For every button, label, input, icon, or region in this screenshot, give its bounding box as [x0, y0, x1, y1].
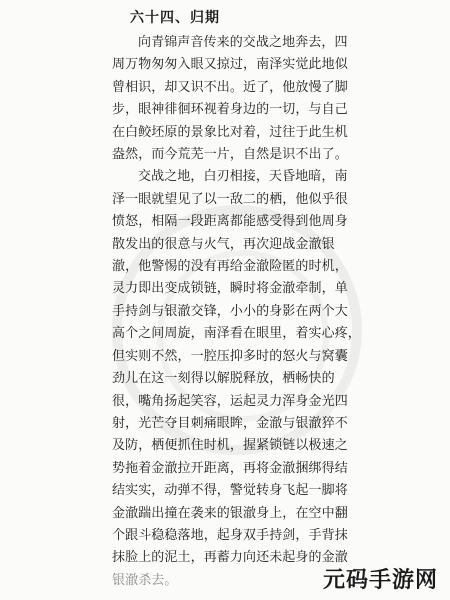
text-line: 劲儿在这一刻得以解脱释放，栖畅快的 [112, 371, 335, 387]
text-line: 周万物匆匆入眼又掠过，南泽实觉此地似 [112, 57, 348, 73]
text-line: 手持剑与银澈交锋，小小的身影在两个大 [112, 303, 348, 319]
text-line: 结实实，动弹不得，警觉转身飞起一脚将 [112, 483, 348, 499]
chapter-title: 六十四、归期 [130, 10, 220, 26]
text-line: 在白鲛坯原的景象比对着，过往于此生机 [112, 124, 348, 140]
text-line: 金澈踹出撞在袭来的银澈身上，在空中翻 [112, 505, 348, 521]
text-line: 泽一眼就望见了以一敌二的栖，他似乎很 [112, 191, 348, 207]
text-block [112, 8, 361, 592]
text-line: 盎然，而今荒芜一片，自然是识不出了。 [112, 147, 348, 163]
text-line: 灵力即出变成锁链，瞬时将金澈牵制，单 [112, 281, 348, 297]
watermark-logo: 元码手游网 [322, 568, 438, 593]
paragraph-1 [112, 32, 354, 166]
text-line: 高个之间周旋，南泽看在眼里，着实心疼， [112, 326, 361, 342]
paragraph-2 [112, 166, 361, 592]
text-line: 澈，他警惕的没有再给金澈险匿的时机， [112, 259, 348, 275]
text-line: 很，嘴角扬起笑容，运起灵力浑身金光四 [112, 393, 348, 409]
text-line: 向青锦声音传来的交战之地奔去，四 [138, 35, 348, 50]
text-line: 及防，栖便抓住时机，握紧锁链以极速之 [112, 438, 348, 454]
text-line: 抹脸上的泥土，再蓄力向还未起身的金澈 [112, 550, 348, 566]
text-line: 步，眼神徘徊环视着身边的一切，与自己 [112, 102, 348, 118]
text-line: 交战之地，白刃相接，天昏地暗，南 [138, 169, 348, 185]
text-line: 散发出的很意与火气，再次迎战金澈银 [112, 236, 335, 252]
text-line: 势拖着金澈拉开距离，再将金澈捆绑得结 [112, 460, 348, 476]
text-line: 但实则不然，一腔压抑多时的怒火与窝囊 [112, 348, 348, 364]
text-line: 愤怒，相隔一段距离都能感受得到他周身 [112, 214, 348, 230]
text-line: 曾相识，却又识不出。近了，他放慢了脚 [112, 79, 348, 95]
text-line: 个跟斗稳稳落地，起身双手持剑，手背抹 [112, 527, 348, 543]
text-line: 银澈杀去。 [112, 572, 178, 588]
text-line: 射，光芒夺目刺痛眼眸，金澈与银澈猝不 [112, 415, 348, 431]
